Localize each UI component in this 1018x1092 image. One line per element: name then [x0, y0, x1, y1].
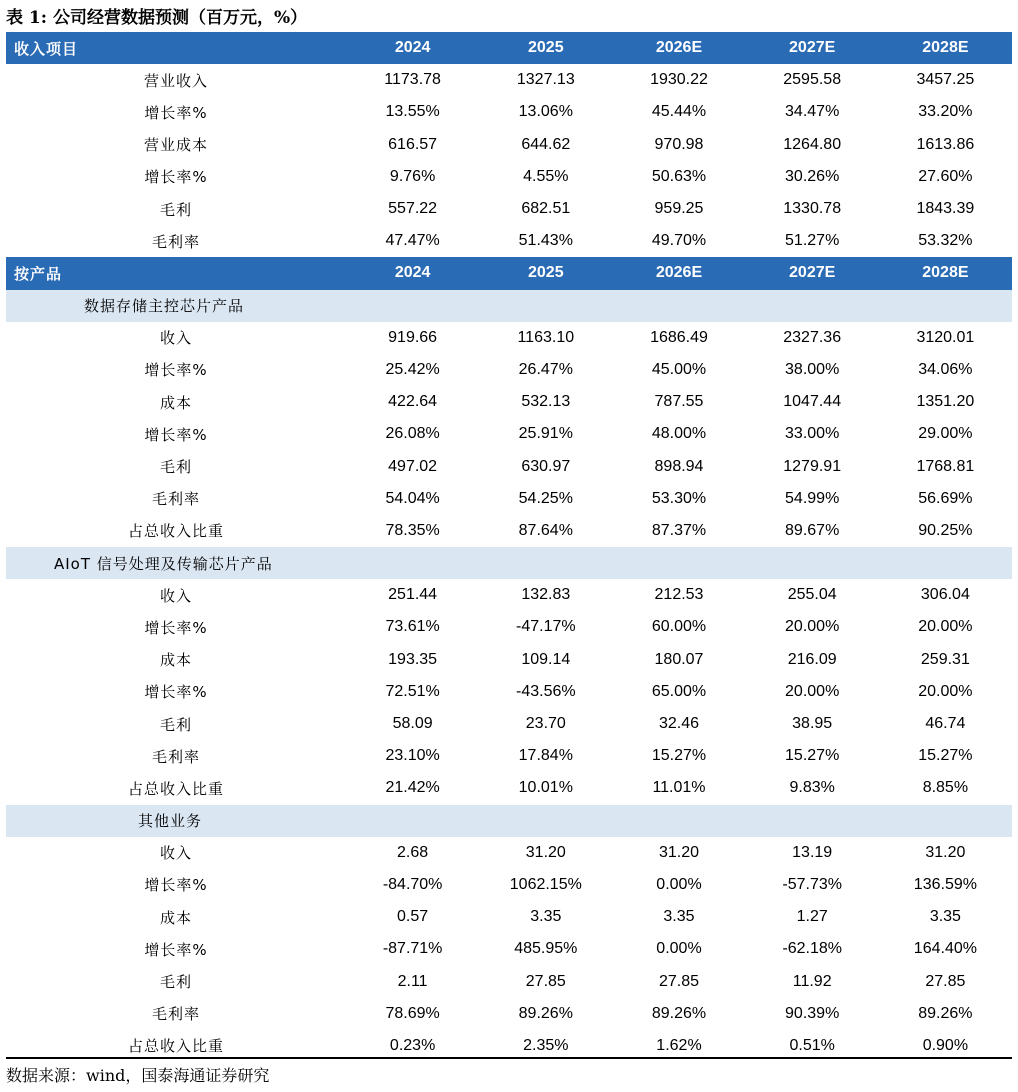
row-value: 1.27 [796, 908, 828, 926]
row-value: -43.56% [516, 682, 576, 700]
table-row [6, 998, 1012, 1030]
row-value: 15.27% [918, 747, 973, 765]
table-header-row [6, 32, 1012, 64]
row-value: 193.35 [388, 650, 438, 668]
row-value: 557.22 [388, 200, 438, 218]
row-value: 89.26% [518, 1004, 573, 1022]
row-value: 32.46 [658, 715, 699, 733]
row-value: 306.04 [920, 586, 970, 604]
row-value: 89.67% [785, 521, 840, 539]
table-row [6, 515, 1012, 547]
row-value: 53.32% [918, 232, 973, 250]
row-value: 38.00% [785, 360, 840, 378]
row-value: 25.42% [385, 360, 440, 378]
header-year: 2025 [479, 32, 612, 64]
row-value: 89.26% [651, 1004, 707, 1022]
row-value: 1768.81 [916, 457, 975, 475]
row-label: 毛利 [160, 200, 193, 219]
row-value: 2327.36 [783, 328, 842, 346]
table-row [6, 708, 1012, 740]
row-value: 0.57 [397, 908, 429, 926]
table-row [6, 933, 1012, 965]
row-value: 25.91% [518, 425, 573, 443]
row-label: 毛利率 [152, 232, 201, 251]
row-value: 1930.22 [650, 71, 708, 89]
section-label-cell [6, 547, 346, 579]
row-value: 180.07 [654, 650, 704, 668]
row-value: 485.95% [514, 940, 578, 958]
row-value: 259.31 [920, 650, 970, 668]
row-value: 20.00% [918, 618, 973, 636]
row-value: 3120.01 [916, 328, 975, 346]
row-value: 51.43% [518, 232, 573, 250]
row-value: 26.47% [518, 360, 573, 378]
row-value: 45.44% [651, 103, 707, 121]
section-empty-cell [612, 547, 745, 579]
row-value: 1.62% [656, 1036, 702, 1054]
row-value: 2.68 [397, 843, 429, 861]
row-label: 毛利 [160, 715, 193, 734]
row-label: 营业成本 [144, 136, 209, 155]
table-header-row [6, 257, 1012, 289]
row-value: 23.10% [385, 747, 440, 765]
row-value: 31.20 [525, 843, 566, 861]
header-label: 收入项目 [6, 32, 346, 64]
row-value: 56.69% [918, 489, 973, 507]
row-label: 毛利率 [152, 1005, 201, 1024]
row-value: 65.00% [651, 682, 707, 700]
header-year: 2027E [746, 32, 879, 64]
row-label: 收入 [160, 329, 193, 348]
row-value: 53.30% [651, 489, 707, 507]
table-row [6, 418, 1012, 450]
header-year: 2026E [612, 32, 745, 64]
section-empty-cell [346, 805, 479, 837]
row-value: 54.25% [518, 489, 573, 507]
row-value: 898.94 [654, 457, 704, 475]
row-value: 38.95 [792, 715, 833, 733]
row-value: 60.00% [651, 618, 707, 636]
header-year: 2026E [612, 257, 745, 289]
row-value: 21.42% [385, 779, 440, 797]
table-row [6, 869, 1012, 901]
forecast-table [6, 32, 1012, 1062]
table-row [6, 161, 1012, 193]
row-value: 27.85 [525, 972, 566, 990]
row-value: 1613.86 [916, 135, 975, 153]
row-value: 50.63% [651, 167, 707, 185]
row-value: 13.55% [385, 103, 440, 121]
row-label: 毛利率 [152, 490, 201, 509]
row-value: 0.90% [922, 1036, 969, 1054]
section-row [6, 290, 1012, 322]
header-year: 2025 [479, 257, 612, 289]
row-value: 23.70 [525, 715, 566, 733]
row-value: 31.20 [658, 843, 699, 861]
row-value: 0.23% [389, 1036, 436, 1054]
row-value: 49.70% [651, 232, 707, 250]
row-value: 970.98 [654, 135, 704, 153]
section-empty-cell [879, 290, 1012, 322]
row-label: 增长率% [144, 103, 208, 122]
row-value: 787.55 [654, 393, 704, 411]
row-value: -47.17% [516, 618, 576, 636]
row-value: 13.06% [518, 103, 573, 121]
row-label: 毛利率 [152, 747, 201, 766]
section-empty-cell [346, 547, 479, 579]
row-value: 73.61% [385, 618, 440, 636]
row-value: 54.99% [785, 489, 840, 507]
row-label: 增长率% [144, 361, 208, 380]
section-empty-cell [746, 290, 879, 322]
header-year: 2028E [879, 257, 1012, 289]
row-value: 15.27% [785, 747, 840, 765]
row-value: 0.00% [656, 875, 702, 893]
row-value: 27.60% [918, 167, 973, 185]
row-value: -87.71% [382, 940, 443, 958]
table-row [6, 901, 1012, 933]
section-label-cell [6, 290, 346, 322]
row-value: 11.92 [792, 972, 832, 990]
table-row [6, 579, 1012, 611]
row-value: 2.35% [523, 1036, 569, 1054]
row-value: 422.64 [388, 393, 438, 411]
source-note: 数据来源：wind，国泰海通证券研究 [6, 1066, 270, 1085]
row-label: 增长率% [144, 618, 208, 637]
section-label: 数据存储主控芯片产品 [84, 297, 245, 316]
row-value: 1047.44 [783, 393, 842, 411]
row-value: 90.25% [918, 521, 973, 539]
header-label: 按产品 [6, 257, 346, 289]
row-label: 营业收入 [144, 71, 209, 90]
row-value: 1327.13 [516, 71, 575, 89]
forecast-table-body [6, 32, 1012, 1062]
row-label: 增长率% [144, 425, 208, 444]
row-value: 1843.39 [916, 200, 975, 218]
table-row [6, 386, 1012, 418]
section-empty-cell [612, 805, 745, 837]
row-value: 0.00% [656, 940, 702, 958]
row-value: 136.59% [913, 875, 977, 893]
row-label: 收入 [160, 586, 193, 605]
row-value: 20.00% [785, 618, 840, 636]
row-label: 毛利 [160, 973, 193, 992]
section-empty-cell [746, 547, 879, 579]
row-label: 占总收入比重 [128, 779, 225, 798]
row-value: 20.00% [785, 682, 840, 700]
row-value: 29.00% [918, 425, 973, 443]
header-year: 2028E [879, 32, 1012, 64]
row-label: 毛利 [160, 458, 193, 477]
header-year: 2024 [346, 32, 479, 64]
row-label: 收入 [160, 844, 193, 863]
table-row [6, 483, 1012, 515]
row-value: 33.20% [918, 103, 973, 121]
row-value: 255.04 [787, 586, 837, 604]
row-value: 15.27% [651, 747, 707, 765]
row-value: 10.01% [518, 779, 573, 797]
section-empty-cell [879, 547, 1012, 579]
table-row [6, 837, 1012, 869]
row-value: 78.35% [385, 521, 440, 539]
row-value: 1163.10 [517, 328, 575, 346]
table-row [6, 64, 1012, 96]
table-title: 表 1: 公司经营数据预测（百万元，%） [6, 8, 308, 28]
row-value: 34.06% [918, 360, 973, 378]
section-empty-cell [346, 290, 479, 322]
row-value: -57.73% [782, 875, 842, 893]
section-empty-cell [746, 805, 879, 837]
row-value: 2595.58 [783, 71, 842, 89]
table-row [6, 193, 1012, 225]
row-value: 27.85 [925, 972, 966, 990]
row-value: 630.97 [521, 457, 571, 475]
row-label: 增长率% [144, 683, 208, 702]
row-value: 3.35 [663, 908, 695, 926]
row-value: 919.66 [388, 328, 438, 346]
row-value: -62.18% [782, 940, 842, 958]
table-row [6, 676, 1012, 708]
row-value: 90.39% [785, 1004, 840, 1022]
table-row [6, 611, 1012, 643]
row-value: 497.02 [388, 457, 438, 475]
row-label: 占总收入比重 [128, 1037, 225, 1056]
section-empty-cell [612, 290, 745, 322]
bottom-rule [6, 1057, 1012, 1059]
section-label: AIoT 信号处理及传输芯片产品 [54, 554, 273, 573]
row-value: 51.27% [785, 232, 840, 250]
header-year: 2027E [746, 257, 879, 289]
header-year: 2024 [346, 257, 479, 289]
row-value: 1351.20 [916, 393, 975, 411]
row-value: 9.76% [389, 167, 436, 185]
row-value: 216.09 [787, 650, 837, 668]
row-value: 33.00% [785, 425, 840, 443]
table-row [6, 772, 1012, 804]
row-value: 72.51% [385, 682, 440, 700]
row-value: 54.04% [385, 489, 440, 507]
table-row [6, 96, 1012, 128]
row-value: 132.83 [521, 586, 571, 604]
row-label: 占总收入比重 [128, 522, 225, 541]
row-value: 251.44 [388, 586, 438, 604]
row-value: 89.26% [918, 1004, 973, 1022]
row-value: 3.35 [929, 908, 961, 926]
row-value: 164.40% [913, 940, 977, 958]
section-label-cell [6, 805, 346, 837]
row-value: 46.74 [925, 715, 966, 733]
row-value: 1062.15% [509, 875, 582, 893]
table-row [6, 354, 1012, 386]
row-value: 78.69% [385, 1004, 440, 1022]
row-value: 20.00% [918, 682, 973, 700]
row-value: 47.47% [385, 232, 440, 250]
row-label: 增长率% [144, 168, 208, 187]
row-value: 2.11 [397, 972, 428, 990]
section-label: 其他业务 [138, 812, 203, 831]
row-label: 增长率% [144, 876, 208, 895]
row-value: 1330.78 [783, 200, 842, 218]
section-empty-cell [479, 290, 612, 322]
row-value: 1686.49 [650, 328, 708, 346]
row-value: 109.14 [521, 650, 571, 668]
row-value: 616.57 [388, 135, 438, 153]
row-value: -84.70% [382, 875, 443, 893]
section-empty-cell [479, 547, 612, 579]
row-value: 30.26% [785, 167, 840, 185]
row-value: 58.09 [392, 715, 433, 733]
row-value: 87.64% [518, 521, 573, 539]
row-value: 682.51 [521, 200, 571, 218]
row-label: 增长率% [144, 940, 208, 959]
section-empty-cell [479, 805, 612, 837]
row-value: 212.53 [654, 586, 704, 604]
row-value: 31.20 [925, 843, 966, 861]
section-row [6, 547, 1012, 579]
table-row [6, 965, 1012, 997]
row-value: 959.25 [654, 200, 704, 218]
row-value: 26.08% [385, 425, 440, 443]
section-row [6, 805, 1012, 837]
row-value: 644.62 [521, 135, 571, 153]
section-empty-cell [879, 805, 1012, 837]
row-value: 87.37% [651, 521, 707, 539]
row-value: 0.51% [789, 1036, 835, 1054]
row-value: 48.00% [651, 425, 707, 443]
table-row [6, 740, 1012, 772]
row-value: 45.00% [651, 360, 707, 378]
row-value: 17.84% [518, 747, 573, 765]
row-label: 成本 [160, 393, 193, 412]
row-label: 成本 [160, 908, 193, 927]
row-value: 34.47% [785, 103, 840, 121]
row-value: 1279.91 [783, 457, 842, 475]
row-label: 成本 [160, 651, 193, 670]
row-value: 3.35 [530, 908, 562, 926]
row-value: 8.85% [922, 779, 969, 797]
table-row [6, 225, 1012, 257]
row-value: 532.13 [521, 393, 571, 411]
row-value: 1264.80 [783, 135, 842, 153]
row-value: 9.83% [789, 779, 835, 797]
row-value: 13.19 [792, 843, 833, 861]
table-row [6, 129, 1012, 161]
table-row [6, 644, 1012, 676]
row-value: 27.85 [658, 972, 699, 990]
row-value: 1173.78 [384, 71, 441, 89]
row-value: 11.01% [652, 779, 706, 797]
row-value: 4.55% [523, 167, 569, 185]
table-row [6, 450, 1012, 482]
row-value: 3457.25 [916, 71, 975, 89]
table-row [6, 322, 1012, 354]
